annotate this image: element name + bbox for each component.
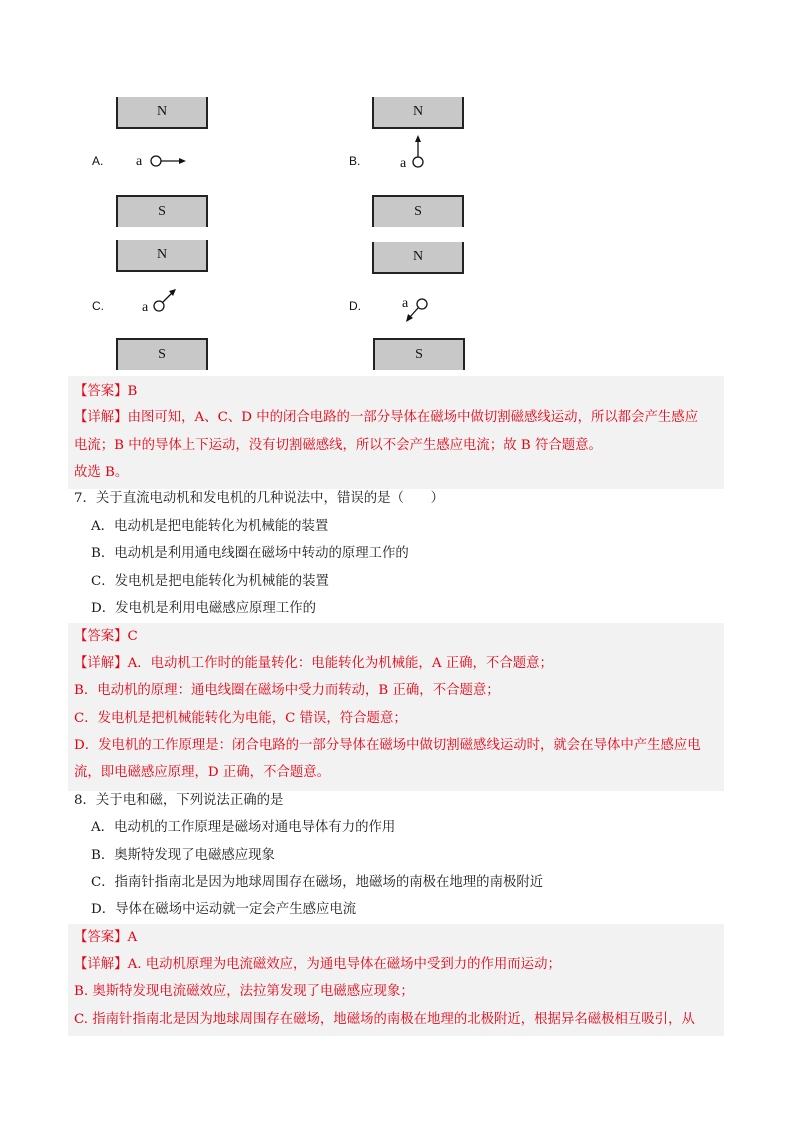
question-option: B．电动机是利用通电线圈在磁场中转动的原理工作的	[91, 546, 409, 561]
detail-line: 电流；B 中的导体上下运动，没有切割磁感线，所以不会产生感应电流；故 B 符合题意。	[74, 438, 602, 453]
detail-line: D．发电机的工作原理是：闭合电路的一部分导体在磁场中做切割磁感线运动时，就会在导体中产生感应电	[74, 738, 701, 753]
magnet-s-pole: S	[373, 338, 465, 370]
option-label: A.	[92, 154, 104, 168]
answer-tag: 【答案】B	[74, 384, 138, 399]
svg-text:a: a	[400, 156, 407, 171]
answer-box-q6	[68, 376, 724, 489]
question-option: B．奥斯特发现了电磁感应现象	[91, 848, 275, 863]
detail-line	[74, 956, 561, 974]
option-label: B.	[349, 154, 361, 168]
magnet-s-pole: S	[372, 195, 464, 227]
question-option: A．电动机是把电能转化为机械能的装置	[91, 519, 329, 534]
question-stem: 8．关于电和磁，下列说法正确的是	[74, 793, 284, 808]
detail-tag: 【详解】	[74, 957, 128, 972]
magnet-n-pole: N	[372, 97, 464, 129]
magnet-s-pole: S	[116, 195, 208, 227]
conductor-up-right-arrow-icon	[140, 286, 184, 316]
detail-line: C．发电机是把机械能转化为电能，C 错误，符合题意；	[74, 711, 407, 726]
detail-line: 流，即电磁感应原理，D 正确，不合题意。	[74, 765, 331, 780]
magnet-n-pole: N	[116, 97, 208, 129]
detail-line: B．电动机的原理：通电线圈在磁场中受力而转动，B 正确，不合题意；	[74, 683, 500, 698]
magnet-n-pole: N	[116, 240, 208, 272]
magnet-s-pole: S	[116, 338, 208, 370]
conductor-right-arrow-icon	[134, 150, 194, 172]
question-stem: 7．关于直流电动机和发电机的几种说法中，错误的是（ ）	[74, 491, 445, 506]
detail-line	[74, 409, 698, 427]
option-label: C.	[92, 299, 104, 313]
answer-tag: 【答案】A	[74, 930, 138, 945]
detail-line	[74, 655, 553, 673]
question-option: D．发电机是利用电磁感应原理工作的	[91, 601, 316, 616]
detail-tag: 【详解】	[74, 410, 128, 425]
answer-tag: 【答案】C	[74, 629, 138, 644]
detail-line: C. 指南针指南北是因为地球周围存在磁场，地磁场的南极在地理的北极附近，根据异名磁极相互吸引，从	[74, 1012, 695, 1027]
question-option: C．发电机是把电能转化为机械能的装置	[91, 574, 329, 589]
question-option: D．导体在磁场中运动就一定会产生感应电流	[91, 902, 357, 917]
detail-line: 故选 B。	[74, 465, 129, 480]
detail-text: A．电动机工作时的能量转化：电能转化为机械能，A 正确，不合题意；	[127, 656, 553, 671]
svg-text:a: a	[142, 300, 149, 315]
detail-text: 由图可知，A、C、D 中的闭合电路的一部分导体在磁场中做切割磁感线运动，所以都会产生感应	[127, 410, 699, 425]
question-option: A．电动机的工作原理是磁场对通电导体有力的作用	[91, 820, 396, 835]
magnet-n-pole: N	[372, 242, 464, 274]
svg-text:a: a	[402, 296, 409, 311]
conductor-down-left-arrow-icon	[400, 292, 440, 326]
detail-text: A. 电动机原理为电流磁效应，为通电导体在磁场中受到力的作用而运动；	[127, 957, 561, 972]
svg-text:a: a	[136, 154, 143, 169]
conductor-up-arrow-icon	[396, 132, 436, 174]
option-label: D.	[349, 299, 361, 313]
detail-line: B. 奥斯特发现电流磁效应，法拉第发现了电磁感应现象；	[74, 984, 414, 999]
detail-tag: 【详解】	[74, 656, 128, 671]
question-option: C．指南针指南北是因为地球周围存在磁场，地磁场的南极在地理的南极附近	[91, 875, 544, 890]
